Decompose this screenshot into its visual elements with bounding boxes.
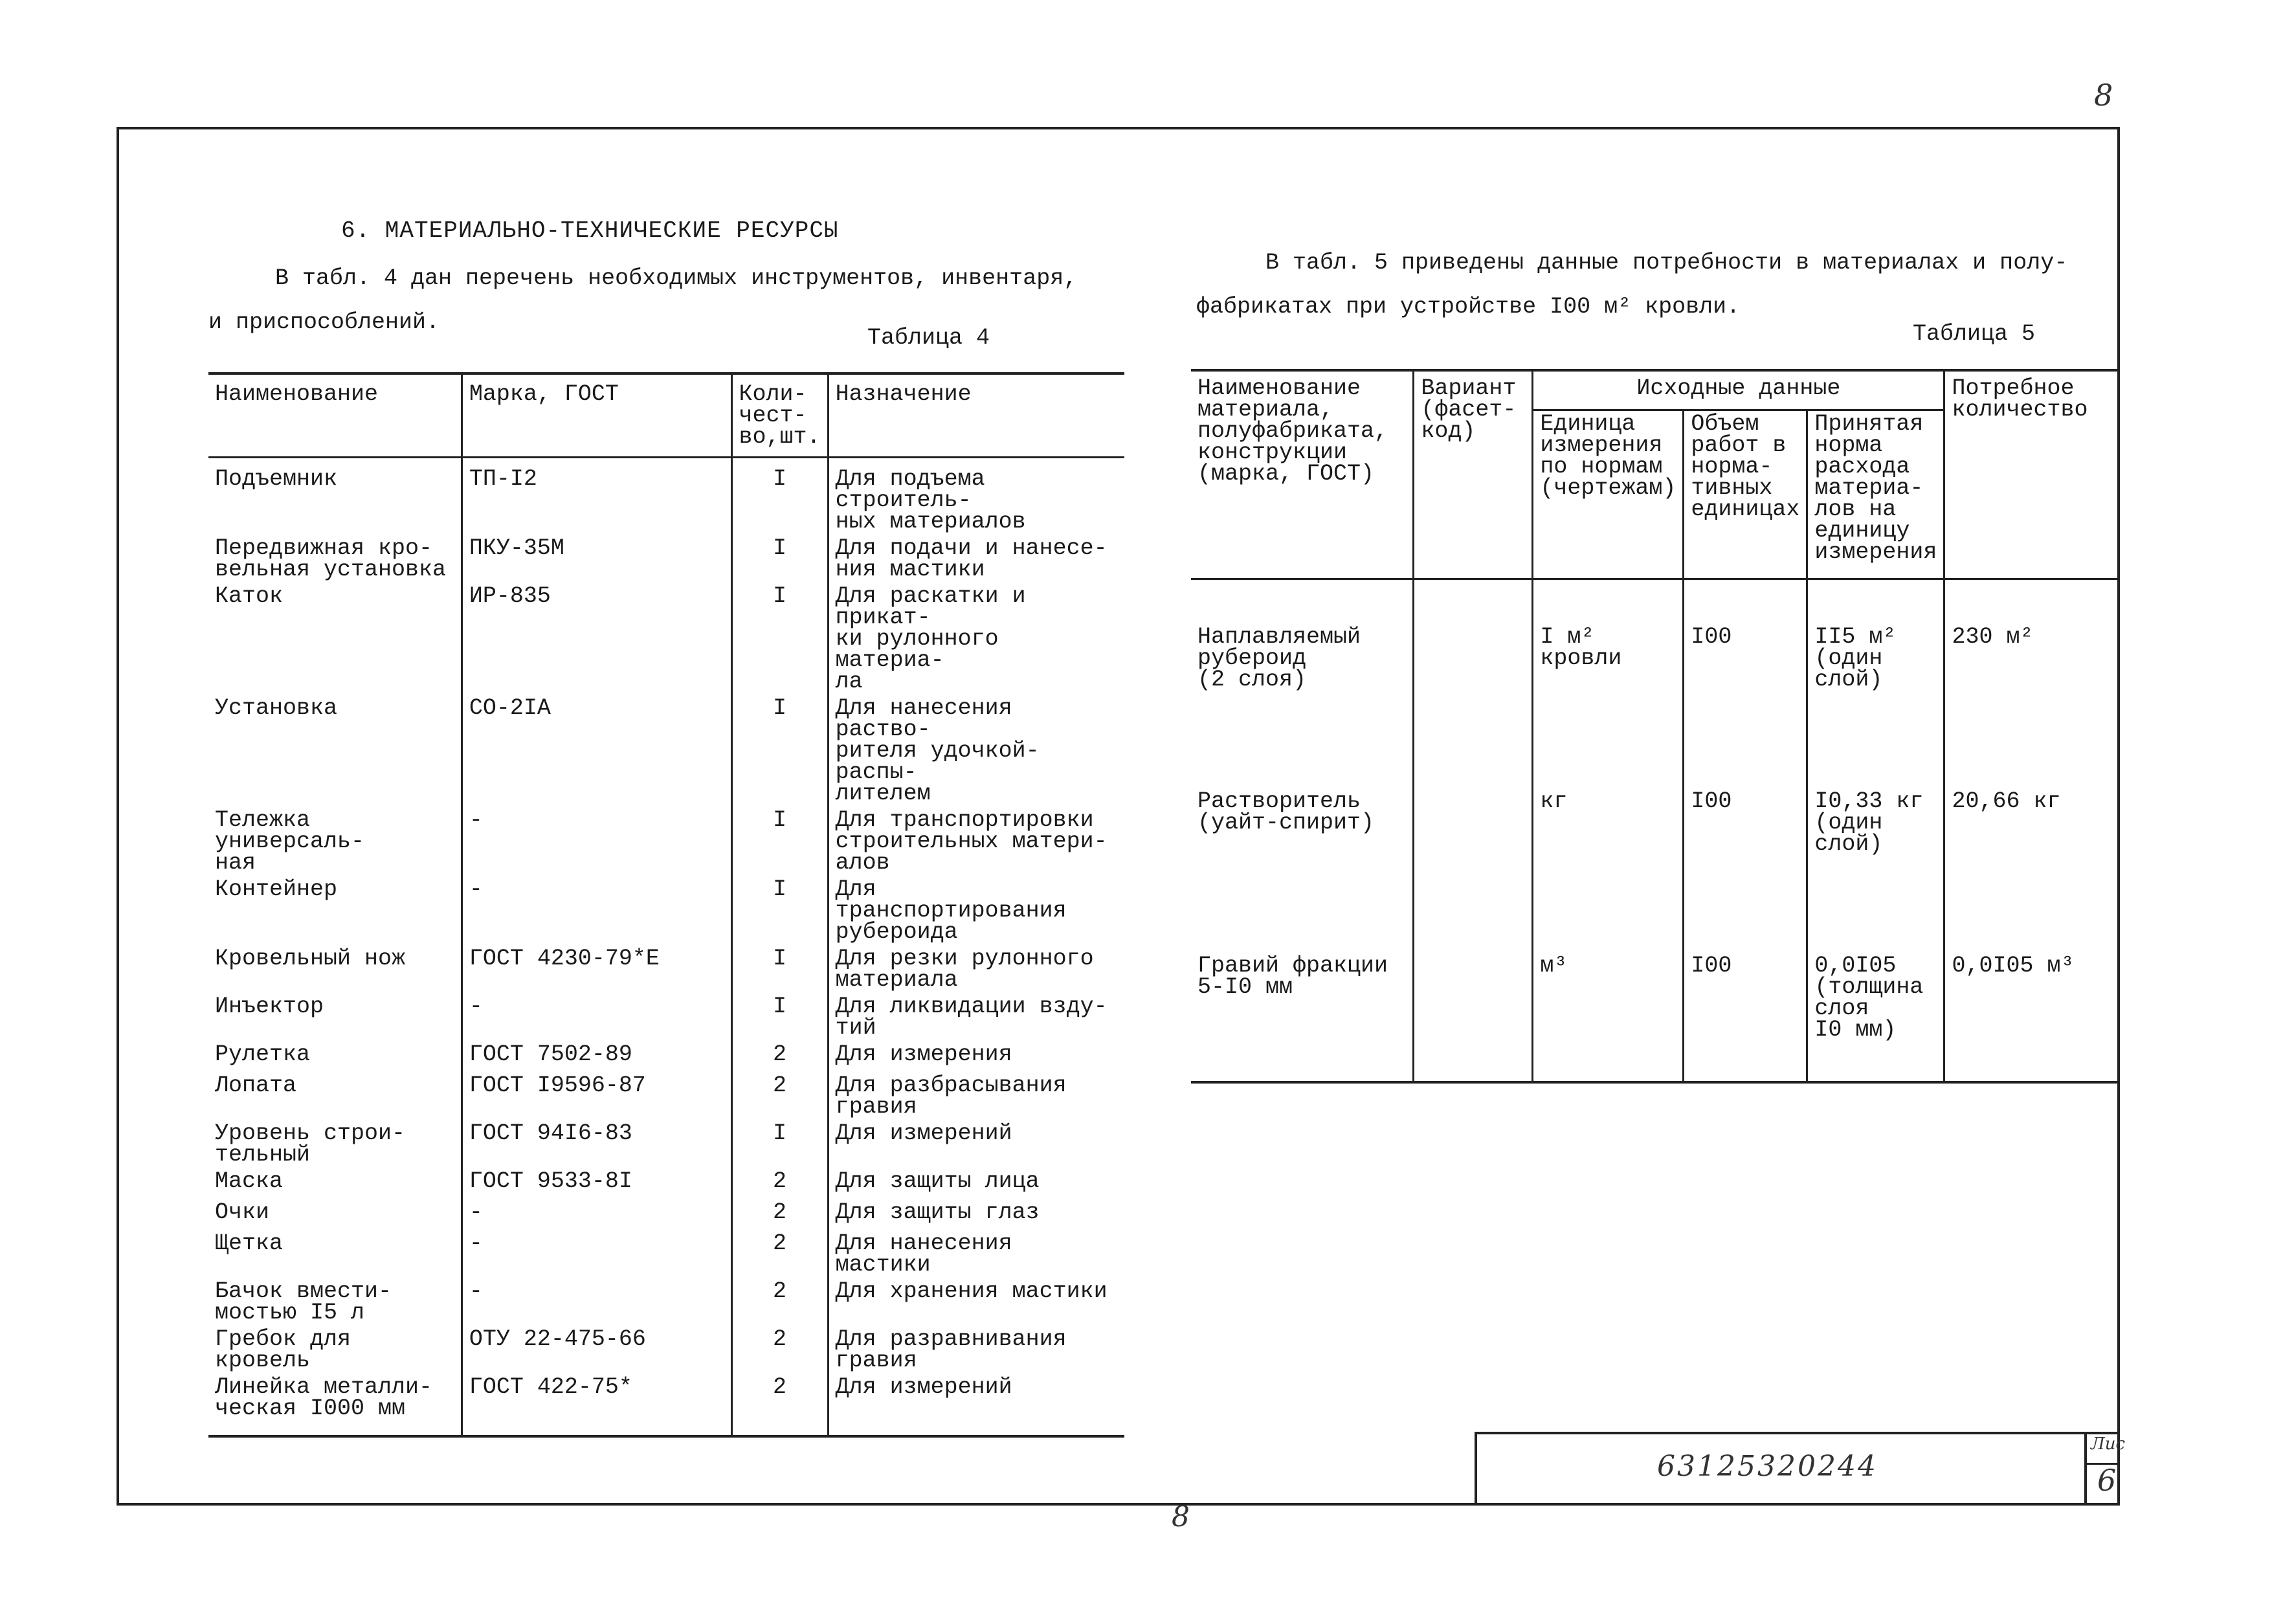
table-row (208, 1199, 1124, 1230)
tool-brand: - (462, 876, 731, 946)
tool-purpose: Для защиты лица (828, 1168, 1124, 1199)
material-unit: кг (1533, 752, 1684, 917)
tool-purpose: Для измерений (828, 1374, 1124, 1436)
tool-brand: ИР-835 (462, 583, 731, 695)
page-corner-number: 8 (2094, 78, 2113, 113)
material-name: Наплавляемый рубероид (2 слоя) (1197, 624, 1361, 693)
table-row (208, 994, 1124, 1041)
table-row (208, 1326, 1124, 1374)
table-row (208, 807, 1124, 876)
tool-qty: 2 (731, 1230, 828, 1278)
tool-purpose: Для измерения (828, 1041, 1124, 1073)
material-name: Растворитель (уайт-спирит) (1197, 788, 1375, 836)
tool-brand: ГОСТ 422-75* (462, 1374, 731, 1436)
table5-header-volume: Объем работ в норма- тивных единицах (1684, 410, 1807, 579)
tool-name: Бачок вмести- мостью I5 л (215, 1278, 392, 1326)
table-row (208, 1073, 1124, 1120)
material-volume: I00 (1684, 917, 1807, 1082)
tool-brand: - (462, 994, 731, 1041)
table-row (208, 1230, 1124, 1278)
tool-name: Очки (215, 1199, 270, 1225)
tool-name: Контейнер (215, 876, 338, 902)
table5 (1191, 369, 2120, 1084)
table-row (1191, 579, 2120, 753)
table-row (208, 583, 1124, 695)
tool-qty: I (731, 583, 828, 695)
section-heading: 6. МАТЕРИАЛЬНО-ТЕХНИЧЕСКИЕ РЕСУРСЫ (341, 217, 839, 244)
table-row (208, 1168, 1124, 1199)
table-row (208, 458, 1124, 536)
table4-body (208, 458, 1124, 1437)
table5-header-source-data: Исходные данные (1533, 370, 1944, 410)
tool-brand: - (462, 1199, 731, 1230)
table4-header-qty: Коли- чест- во,шт. (731, 373, 828, 458)
tool-purpose: Для измерений (828, 1120, 1124, 1168)
tool-name: Маска (215, 1168, 284, 1194)
table-row (1191, 752, 2120, 917)
table-row (208, 1278, 1124, 1326)
tool-brand: - (462, 1278, 731, 1326)
right-intro-line2: фабрикатах при устройстве I00 м² кровли. (1196, 294, 1741, 320)
table4 (208, 372, 1124, 1438)
tool-purpose: Для резки рулонного материала (828, 946, 1124, 994)
tool-qty: I (731, 535, 828, 583)
material-norm: II5 м² (один слой) (1807, 579, 1944, 753)
table5-header-material: Наименование материала, полуфабриката, конструкции (марка, ГОСТ) (1191, 370, 1414, 579)
material-variant (1414, 752, 1533, 917)
table5-header-norm: Принятая норма расхода материа- лов на единицу измерения (1807, 410, 1944, 579)
material-unit: м³ (1533, 917, 1684, 1082)
table4-header-purpose: Назначение (828, 373, 1124, 458)
tool-name: Кровельный нож (215, 946, 406, 972)
tool-name: Лопата (215, 1073, 297, 1098)
tool-purpose: Для разравнивания гравия (828, 1326, 1124, 1374)
right-intro-line1: В табл. 5 приведены данные потребности в материалах и полу- (1265, 250, 2068, 276)
material-norm: I0,33 кг (один слой) (1807, 752, 1944, 917)
tool-purpose: Для ликвидации взду- тий (828, 994, 1124, 1041)
tool-qty: 2 (731, 1199, 828, 1230)
table-row (208, 946, 1124, 994)
table5-body (1191, 579, 2120, 1083)
material-required: 0,0I05 м³ (1944, 917, 2120, 1082)
tool-name: Установка (215, 695, 338, 721)
tool-brand: ГОСТ 9533-8I (462, 1168, 731, 1199)
tool-qty: I (731, 1120, 828, 1168)
table5-header-required-qty: Потребное количество (1944, 370, 2120, 579)
table-row (208, 876, 1124, 946)
tool-brand: - (462, 807, 731, 876)
tool-purpose: Для раскатки и прикат- ки рулонного материа- ла (828, 583, 1124, 695)
material-required: 230 м² (1944, 579, 2120, 753)
table5-header-unit: Единица измерения по нормам (чертежам) (1533, 410, 1684, 579)
material-variant (1414, 579, 1533, 753)
tool-purpose: Для нанесения раство- рителя удочкой-распы- лителем (828, 695, 1124, 807)
table-row (208, 695, 1124, 807)
material-volume: I00 (1684, 752, 1807, 917)
tool-brand: СО-2IА (462, 695, 731, 807)
table5-header-variant: Вариант (фасет- код) (1414, 370, 1533, 579)
tool-brand: ГОСТ I9596-87 (462, 1073, 731, 1120)
table-row (208, 1374, 1124, 1436)
table-row (208, 1041, 1124, 1073)
table4-header-name: Наименование (208, 373, 462, 458)
material-volume: I00 (1684, 579, 1807, 753)
tool-name: Каток (215, 583, 284, 609)
stamp-document-code: 63125320244 (1657, 1450, 1878, 1483)
stamp-sheet-label: Лис (2091, 1434, 2126, 1454)
material-norm: 0,0I05 (толщина слоя I0 мм) (1807, 917, 1944, 1082)
tool-brand: ОТУ 22-475-66 (462, 1326, 731, 1374)
tool-purpose: Для транспортирования рубероида (828, 876, 1124, 946)
tool-qty: 2 (731, 1168, 828, 1199)
material-variant (1414, 917, 1533, 1082)
tool-name: Рулетка (215, 1041, 311, 1067)
tool-qty: 2 (731, 1073, 828, 1120)
tool-name: Тележка универсаль- ная (215, 807, 365, 876)
tool-name: Уровень строи- тельный (215, 1120, 406, 1168)
tool-qty: 2 (731, 1278, 828, 1326)
left-intro-line1: В табл. 4 дан перечень необходимых инструментов, инвентаря, (275, 265, 1078, 291)
tool-name: Инъектор (215, 994, 324, 1019)
tool-brand: ГОСТ 7502-89 (462, 1041, 731, 1073)
tool-name: Линейка металли- ческая I000 мм (215, 1374, 433, 1421)
table-row (1191, 917, 2120, 1082)
page-bottom-number: 8 (1172, 1500, 1190, 1533)
left-intro-line2: и приспособлений. (208, 309, 440, 335)
table4-header-brand: Марка, ГОСТ (462, 373, 731, 458)
tool-purpose: Для транспортировки строительных матери- алов (828, 807, 1124, 876)
tool-brand: - (462, 1230, 731, 1278)
tool-purpose: Для нанесения мастики (828, 1230, 1124, 1278)
tool-brand: ТП-I2 (462, 458, 731, 536)
tool-qty: 2 (731, 1326, 828, 1374)
tool-purpose: Для защиты глаз (828, 1199, 1124, 1230)
tool-qty: I (731, 695, 828, 807)
table5-caption: Таблица 5 (1913, 321, 2036, 347)
tool-purpose: Для хранения мастики (828, 1278, 1124, 1326)
tool-qty: I (731, 994, 828, 1041)
tool-brand: ГОСТ 4230-79*Е (462, 946, 731, 994)
tool-qty: I (731, 946, 828, 994)
tool-qty: I (731, 807, 828, 876)
tool-name: Подъемник (215, 466, 338, 492)
table5-header-row1 (1191, 370, 2120, 410)
tool-purpose: Для подъема строитель- ных материалов (828, 458, 1124, 536)
tool-brand: ГОСТ 94I6-83 (462, 1120, 731, 1168)
tool-purpose: Для подачи и нанесе- ния мастики (828, 535, 1124, 583)
tool-name: Щетка (215, 1230, 284, 1256)
tool-purpose: Для разбрасывания гравия (828, 1073, 1124, 1120)
tool-qty: I (731, 876, 828, 946)
table-row (208, 535, 1124, 583)
table-row (208, 1120, 1124, 1168)
material-name: Гравий фракции 5-I0 мм (1197, 953, 1388, 1000)
stamp-divider (2084, 1432, 2087, 1506)
tool-name: Передвижная кро- вельная установка (215, 535, 447, 583)
table4-header-row (208, 373, 1124, 458)
tool-name: Гребок для кровель (215, 1326, 351, 1374)
material-required: 20,66 кг (1944, 752, 2120, 917)
stamp-sheet-number: 6 (2097, 1463, 2117, 1498)
tool-brand: ПКУ-35М (462, 535, 731, 583)
tool-qty: 2 (731, 1041, 828, 1073)
tool-qty: 2 (731, 1374, 828, 1436)
table4-caption: Таблица 4 (867, 325, 990, 351)
tool-qty: I (731, 458, 828, 536)
material-unit: I м² кровли (1533, 579, 1684, 753)
